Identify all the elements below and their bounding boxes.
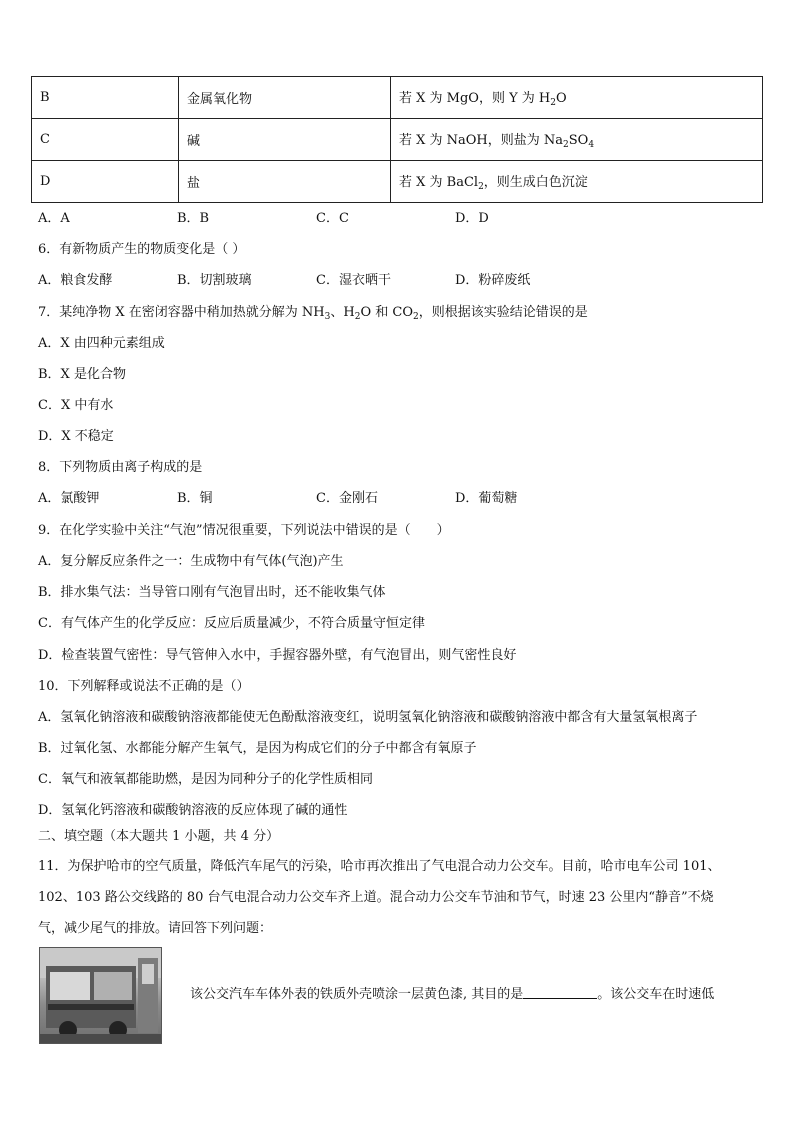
q5-choices — [38, 210, 594, 228]
section2-heading: 二、填空题（本大题共 1 小题，共 4 分） — [38, 829, 280, 844]
q5-choice-b: B．B — [177, 211, 210, 226]
q9-option-d: D．检查装置气密性：导气管伸入水中，手握容器外壁，有气泡冒出，则气密性良好 — [38, 648, 517, 663]
q7-sub1: 3 — [324, 312, 331, 322]
q10-option-d: D．氢氧化钙溶液和碳酸钠溶液的反应体现了碱的通性 — [38, 803, 348, 818]
row-category — [179, 161, 391, 203]
q11-line2: 102、103 路公交线路的 80 台气电混合动力公交车齐上道。混合动力公交车节油和节气，时速 23 公里内“静音”不烧 — [38, 890, 714, 905]
table-row — [32, 161, 763, 203]
row-label — [32, 119, 179, 161]
q11-line4-pre: 该公交汽车车体外表的铁质外壳喷涂一层黄色漆, 其目的是 — [190, 987, 524, 1002]
row-description — [391, 77, 763, 119]
q10-stem: 10．下列解释或说法不正确的是（） — [38, 679, 250, 694]
q5-choice-d: D．D — [455, 211, 489, 226]
q11-line3: 气，减少尾气的排放。请回答下列问题： — [38, 921, 273, 936]
row-category-text: 碱 — [187, 134, 201, 149]
q8-choice-d: D．葡萄糖 — [455, 491, 518, 506]
q5-choice-c: C．C — [316, 211, 349, 226]
q5-choice-a: A．A — [38, 211, 70, 226]
q6-choice-b: B．切割玻璃 — [177, 273, 252, 288]
q7-option-c: C．X 中有水 — [38, 398, 114, 413]
q10-option-c: C．氧气和液氧都能助燃，是因为同种分子的化学性质相同 — [38, 772, 373, 787]
bus-photo — [39, 947, 162, 1044]
desc-pre: 若 X 为 BaCl — [399, 175, 479, 190]
desc-post: O — [556, 91, 567, 106]
table-row — [32, 77, 763, 119]
q8-choice-b: B．铜 — [177, 491, 213, 506]
table-row — [32, 119, 763, 161]
q8-choice-a: A．氯酸钾 — [38, 491, 100, 506]
q7-stem-pre: 7．某纯净物 X 在密闭容器中稍加热就分解为 NH — [38, 305, 325, 320]
q8-choice-c: C．金刚石 — [316, 491, 378, 506]
q7-option-d: D．X 不稳定 — [38, 429, 114, 444]
desc-sub2: 4 — [588, 140, 595, 150]
q7-sub2: 2 — [354, 312, 361, 322]
q11-line4-post: 。该公交车在时速低 — [597, 987, 715, 1002]
row-description — [391, 161, 763, 203]
row-label — [32, 161, 179, 203]
row-category — [179, 119, 391, 161]
q6-stem: 6．有新物质产生的物质变化是（ ） — [38, 242, 246, 257]
q7-stem-mid2: O 和 CO — [360, 305, 413, 320]
q9-option-b: B．排水集气法：当导管口刚有气泡冒出时，还不能收集气体 — [38, 585, 386, 600]
q6-choice-d: D．粉碎废纸 — [455, 273, 531, 288]
q7-stem-post: ，则根据该实验结论错误的是 — [418, 305, 588, 320]
q8-choices — [38, 490, 594, 508]
q11-line4 — [190, 986, 714, 1004]
q7-sub3: 2 — [412, 312, 419, 322]
row-category — [179, 77, 391, 119]
desc-pre: 若 X 为 NaOH，则盐为 Na — [399, 133, 564, 148]
desc-sub: 2 — [478, 182, 484, 192]
q10-option-b: B．过氧化氢、水都能分解产生氧气，是因为构成它们的分子中都含有氧原子 — [38, 741, 477, 756]
row-description — [391, 119, 763, 161]
q6-choice-a: A．粮食发酵 — [38, 273, 113, 288]
options-table — [31, 76, 763, 203]
q11-line1: 11．为保护哈市的空气质量，降低汽车尾气的污染，哈市再次推出了气电混合动力公交车。目前，哈市电车公司 101、 — [38, 859, 721, 874]
q9-stem: 9．在化学实验中关注“气泡”情况很重要，下列说法中错误的是（ ） — [38, 523, 450, 538]
q7-stem-mid1: 、H — [330, 305, 355, 320]
q7-option-b: B．X 是化合物 — [38, 367, 126, 382]
row-label-text: C — [40, 132, 50, 147]
desc-sub: 2 — [563, 140, 569, 150]
bus-illustration — [40, 948, 161, 1043]
q6-choice-c: C．湿衣晒干 — [316, 273, 391, 288]
desc-sub: 2 — [550, 98, 556, 108]
q9-option-c: C．有气体产生的化学反应：反应后质量减少，不符合质量守恒定律 — [38, 616, 425, 631]
desc-post: SO — [568, 133, 589, 148]
q9-option-a: A．复分解反应条件之一：生成物中有气体(气泡)产生 — [38, 554, 344, 569]
q6-choices — [38, 272, 594, 290]
row-category-text: 盐 — [187, 176, 201, 191]
q10-option-a: A．氢氧化钠溶液和碳酸钠溶液都能使无色酚酞溶液变红，说明氢氧化钠溶液和碳酸钠溶液中都含有大量氢氧根离子 — [38, 710, 698, 725]
row-label-text: B — [40, 90, 50, 105]
q8-stem: 8．下列物质由离子构成的是 — [38, 460, 203, 475]
row-category-text: 金属氧化物 — [187, 92, 253, 107]
answer-blank[interactable] — [523, 986, 597, 999]
row-label-text: D — [40, 174, 51, 189]
q7-stem — [38, 304, 588, 326]
desc-post: ，则生成白色沉淀 — [483, 175, 588, 190]
desc-pre: 若 X 为 MgO，则 Y 为 H — [399, 91, 551, 106]
q7-option-a: A．X 由四种元素组成 — [38, 336, 165, 351]
row-label — [32, 77, 179, 119]
